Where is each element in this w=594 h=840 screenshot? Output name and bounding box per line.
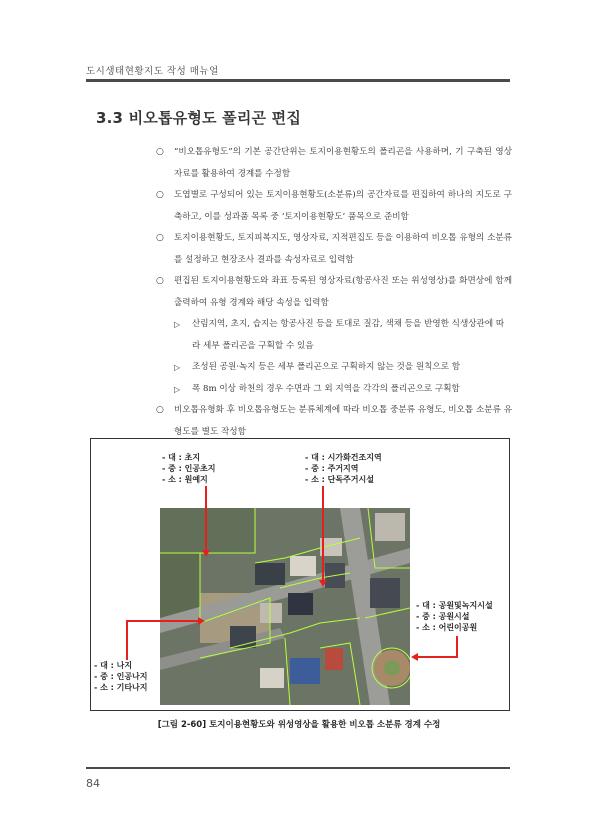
arrow-head-icon: [202, 550, 210, 557]
arrow-head-icon: [411, 653, 418, 661]
paragraph-text: 도엽별로 구성되어 있는 토지이용현황도(소분류)의 공간자료를 편집하여 하나의 지도로 구축하고, 이를 성과품 목록 중 ‘토지이용현황도’ 품목으로 준비함: [174, 190, 512, 222]
triangle-bullet-icon: ▷: [174, 363, 181, 372]
bullet-circle: ○: [156, 147, 164, 157]
label-park: - 대 : 공원및녹지시설 - 중 : 공원시설 - 소 : 어린이공원: [416, 601, 493, 632]
footer-rule: [86, 767, 510, 769]
paragraph: [156, 185, 512, 228]
paragraph-text: “비오톱유형도”의 기본 공간단위는 토지이용현황도의 폴리곤을 사용하며, 기 구축된 영상자료를 활용하여 경계를 수정함: [174, 147, 512, 179]
leader-line: [456, 636, 458, 658]
paragraph: [156, 400, 512, 443]
page-number: 84: [86, 777, 100, 790]
leader-line: [418, 656, 458, 658]
sub-item: [156, 357, 512, 379]
triangle-bullet-icon: ▷: [174, 320, 181, 329]
leader-line: [126, 620, 128, 660]
sub-item-text: 조성된 공원·녹지 등은 세부 폴리곤으로 구획하지 않는 것을 원칙으로 함: [192, 362, 461, 372]
bullet-circle: ○: [156, 405, 164, 415]
paragraph-text: 편집된 토지이용현황도와 좌표 등록된 영상자료(항공사진 또는 위성영상)를 화면상에 함께 출력하여 유형 경계와 해당 속성을 입력함: [174, 276, 512, 308]
figure-caption: [그림 2-60] 토지이용현황도와 위성영상을 활용한 비오톱 소분류 경계 수정: [157, 720, 441, 730]
paragraph-text: 비오톱유형화 후 비오톱유형도는 분류체계에 따라 비오톱 중분류 유형도, 비오톱 소분류 유형도를 별도 작성함: [174, 405, 512, 437]
leader-line: [205, 486, 207, 552]
leader-line: [322, 486, 324, 582]
section-title: 3.3 비오톱유형도 폴리곤 편집: [96, 109, 302, 127]
body-text: [156, 142, 512, 443]
sub-item-text: 폭 8m 이상 하천의 경우 수면과 그 외 지역을 각각의 폴리곤으로 구획함: [192, 383, 460, 394]
header-rule: [86, 79, 510, 82]
sub-item: [156, 314, 512, 357]
label-grassland: - 대 : 초지 - 중 : 인공초지 - 소 : 원예지: [162, 453, 216, 484]
sub-item-text: 산림지역, 초지, 습지는 항공사진 등을 토대로 질감, 색채 등을 반영한 식생상관에 따라 세부 폴리곤을 구획할 수 있음: [192, 319, 505, 351]
bullet-circle: ○: [156, 276, 164, 286]
paragraph: [156, 271, 512, 314]
satellite-image: [160, 508, 410, 705]
header-title: 도시생태현황지도 작성 매뉴얼: [86, 66, 219, 77]
bullet-circle: ○: [156, 190, 164, 200]
arrow-head-icon: [319, 580, 327, 587]
bullet-circle: ○: [156, 233, 164, 243]
arrow-head-icon: [198, 617, 205, 625]
paragraph: [156, 228, 512, 271]
paragraph: [156, 142, 512, 185]
label-bareland: - 대 : 나지 - 중 : 인공나지 - 소 : 기타나지: [94, 661, 148, 692]
leader-line: [126, 620, 198, 622]
triangle-bullet-icon: ▷: [174, 384, 181, 394]
paragraph-text: 토지이용현황도, 토지피복지도, 영상자료, 지적편집도 등을 이용하여 비오톱 유형의 소분류를 설정하고 현장조사 결과를 속성자료로 입력함: [174, 233, 512, 265]
label-residential: - 대 : 시가화건조지역 - 중 : 주거지역 - 소 : 단독주거시설: [305, 453, 382, 484]
sub-item: [156, 379, 512, 401]
